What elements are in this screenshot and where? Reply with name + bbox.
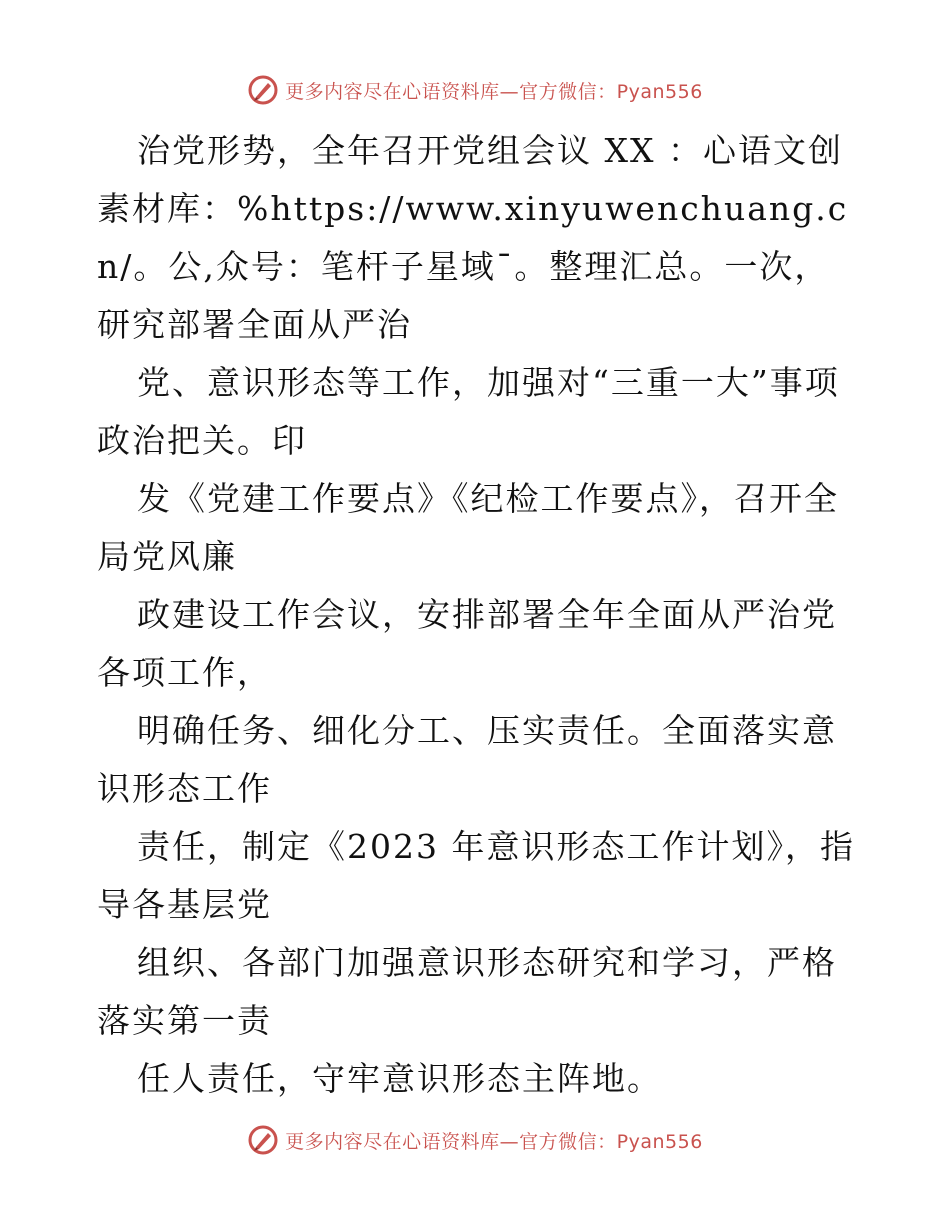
pen-logo-icon [247,1124,279,1156]
paragraph: 责任，制定《2023 年意识形态工作计划》，指导各基层党 [97,827,855,924]
watermark-text: 更多内容尽在心语资料库—官方微信：Pyan556 [285,1130,703,1153]
footer-watermark [0,1120,950,1160]
header-watermark [0,70,950,110]
pen-logo-icon [247,74,279,106]
paragraph: 治党形势，全年召开党组会议 XX ：心语文创素材库：%https://www.xinyuwenchuang.cn/。公,众号：笔杆子星域¯。整理汇总。一次，研究部署全面从严治 [97,131,849,344]
watermark-text: 更多内容尽在心语资料库—官方微信：Pyan556 [285,80,703,103]
paragraph: 组织、各部门加强意识形态研究和学习，严格落实第一责 [97,943,837,1040]
document-body [97,122,857,1108]
paragraph: 任人责任，守牢意识形态主阵地。 [137,1059,662,1098]
paragraph: 明确任务、细化分工、压实责任。全面落实意识形态工作 [97,711,837,808]
paragraph: 发《党建工作要点》《纪检工作要点》，召开全局党风廉 [97,479,839,576]
paragraph: 政建设工作会议，安排部署全年全面从严治党各项工作， [97,595,837,692]
paragraph: 党、意识形态等工作，加强对“三重一大”事项政治把关。印 [97,363,840,460]
